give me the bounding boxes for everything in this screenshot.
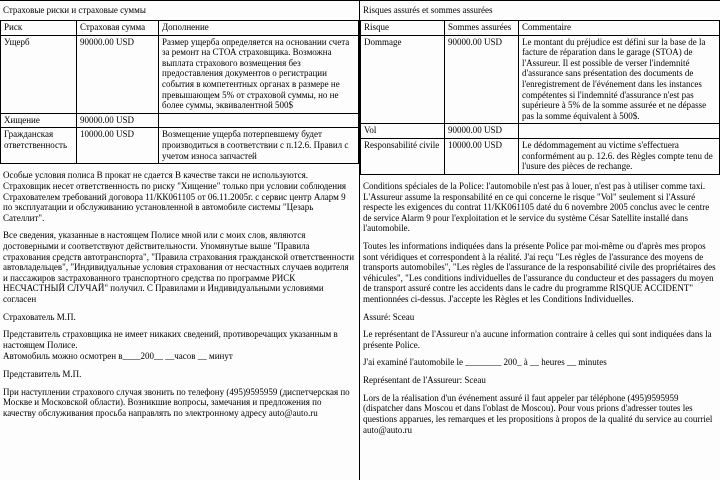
left-special-conditions: Особые условия полиса В прокат не сдается В качестве такси не используются. Страховщик несет ответственность по риску "Хищение" только при условии соблюдения Страхователем требований договора 11/КК061105 от 06.11.2005г. с сервис центр Аларм 9 по эксплуатации и обслуживанию установленной в автомобиле системы "Цезарь Сателлит". xyxy=(3,170,347,223)
risk-name: Гражданская ответственность xyxy=(1,128,77,164)
right-header-sum: Sommes assurées xyxy=(445,21,519,36)
left-inspection-line: Автомобиль можно осмотрен в____200__ __часов __ минут xyxy=(3,351,233,362)
risk-note: Возмещение ущерба потерпевшему будет производиться в соответствии с п.12.6. Правил с учетом износа запчастей xyxy=(159,128,359,164)
table-row xyxy=(1,35,359,113)
right-insured-signature-line: Assuré: Sceau xyxy=(363,311,415,322)
left-table-header-row xyxy=(1,21,359,36)
right-risk-table xyxy=(360,20,720,175)
table-row xyxy=(1,128,359,164)
russian-column xyxy=(0,1,360,480)
table-row xyxy=(1,113,359,128)
right-declaration: Toutes les informations indiquées dans la présente Police par moi-même ou d'après mes propos sont véridiques et correspondent à la réalité. J'ai reçu "Les règles de l'assurance des moyens de transports automobiles", "Les règles de l'assurance de la responsabilité civile des propriétaires des véhicules", "Les conditions individuelles de l'assurance du conducteur et des passagers du moyen de transport assuré contre les accidents dans le cadre du programme RISQUE ACCIDENT" mentionnées ci-dessus. J'accepte les Règles et les Conditions Individuelles. xyxy=(363,240,716,305)
risk-name: Ущерб xyxy=(1,35,77,113)
table-row xyxy=(361,35,720,124)
right-special-conditions: Conditions spéciales de la Police: l'automobile n'est pas à louer, n'est pas à utiliser comme taxi. L'Assureur assume la responsabilité en ce qui concerne le risque "Vol" seulement si l'Assuré respecte les exigences du contrat 11/KK061105 daté du 6 novembre 2005 conclus avec le centre de service Alarm 9 pour l'exploitation et le service du système César Satellite installé dans l'automobile. xyxy=(363,180,710,234)
right-contact-info: Lors de la réalisation d'un événement assuré il faut appeler par téléphone (495)9595959 (dispatcher dans Moscou et dans l'oblast de Moscou). Pour vous prions d'adresser toutes les questions apparues, les remarques et les propositions à propos de la qualité du service au courriel auto@auto.ru xyxy=(363,392,713,435)
left-conditions-text xyxy=(0,164,359,418)
french-column xyxy=(360,1,720,480)
left-representative-statement: Представитель страховщика не имеет никаких сведений, противоречащих указанным в настоящем Полисе. xyxy=(3,329,338,350)
left-declaration: Все сведения, указанные в настоящем Полисе мной или с моих слов, являются достоверными и соответствуют действительности. Упомянутые выше "Правила страхования средств автотранспорта", "Правила страхования гражданской ответственности автовладельцев", "Индивидуальные условия страхования от несчастных случаев водителя и пассажиров застрахованного транспортного средства по программе РИСК НЕСЧАСТНЫЙ СЛУЧАЙ" получил. С Правилами и Индивидуальными условиями согласен xyxy=(3,230,355,305)
risk-name: Vol xyxy=(361,124,445,139)
risk-sum: 90000.00 USD xyxy=(445,124,519,139)
left-representative-signature-line: Представитель М.П. xyxy=(3,369,82,380)
risk-sum: 90000.00 USD xyxy=(77,35,159,113)
risk-note: Le montant du préjudice est défini sur la base de la facture de réparation dans le garage (STOA) de l'Assureur. Il est possible de verser l'indemnité d'assurance sans présentation des documents de l'enregistrement de l'événement dans les instances compétentes si l'indemnité d'assurance n'est pas supérieure à 5% de la somme assurée et ne dépasse pas la somme équivalent à 500$. xyxy=(519,35,720,124)
right-header-note: Commentaire xyxy=(519,21,720,36)
left-risk-table xyxy=(0,20,359,164)
left-header-sum: Страховая сумма xyxy=(77,21,159,36)
risk-sum: 90000.00 USD xyxy=(77,113,159,128)
right-inspection-line: J'ai examiné l'automobile le ________ 200_ à __ heures __ minutes xyxy=(363,357,607,368)
table-row xyxy=(361,139,720,175)
risk-sum: 10000.00 USD xyxy=(445,139,519,175)
left-header-risk: Риск xyxy=(1,21,77,36)
left-insured-signature-line: Страхователь М.П. xyxy=(3,311,76,322)
risk-note: Размер ущерба определяется на основании счета за ремонт на СТОА страховщика. Возможна выплата страхового возмещения без предоставления документов о регистрации события в компетентных органах в размере не превышающем 5% от страховой суммы, но не более суммы, эквивалентной 500$ xyxy=(159,35,359,113)
right-table-header-row xyxy=(361,21,720,36)
left-section-title: Страховые риски и страховые суммы xyxy=(3,5,146,15)
risk-sum: 90000.00 USD xyxy=(445,35,519,124)
right-section-title: Risques assurés et sommes assurées xyxy=(363,5,493,15)
right-representative-signature-line: Représentant de l'Assureur: Sceau xyxy=(363,375,486,386)
left-contact-info: При наступлении страхового случая звонить по телефону (495)9595959 (диспетчерская по Москве и Московской области). Возникшие вопросы, замечания и предложения по качеству обслуживания просьба направлять по электронному адресу auto@auto.ru xyxy=(3,386,350,418)
right-representative-statement: Le représentant de l'Assureur n'a aucune information contraire à celles qui sont indiquées dans la présente Police. xyxy=(363,329,712,350)
risk-note: Le dédommagement au victime s'effectuera conformément au p. 12.6. des Règles compte tenu de l'usure des pièces de rechange. xyxy=(519,139,720,175)
left-header-note: Дополнение xyxy=(159,21,359,36)
risk-sum: 10000.00 USD xyxy=(77,128,159,164)
risk-name: Dommage xyxy=(361,35,445,124)
risk-note xyxy=(519,124,720,139)
risk-name: Хищение xyxy=(1,113,77,128)
right-header-risk: Risque xyxy=(361,21,445,36)
risk-name: Responsabilité civile xyxy=(361,139,445,175)
table-row xyxy=(361,124,720,139)
right-conditions-text xyxy=(360,175,720,435)
risk-note xyxy=(159,113,359,128)
